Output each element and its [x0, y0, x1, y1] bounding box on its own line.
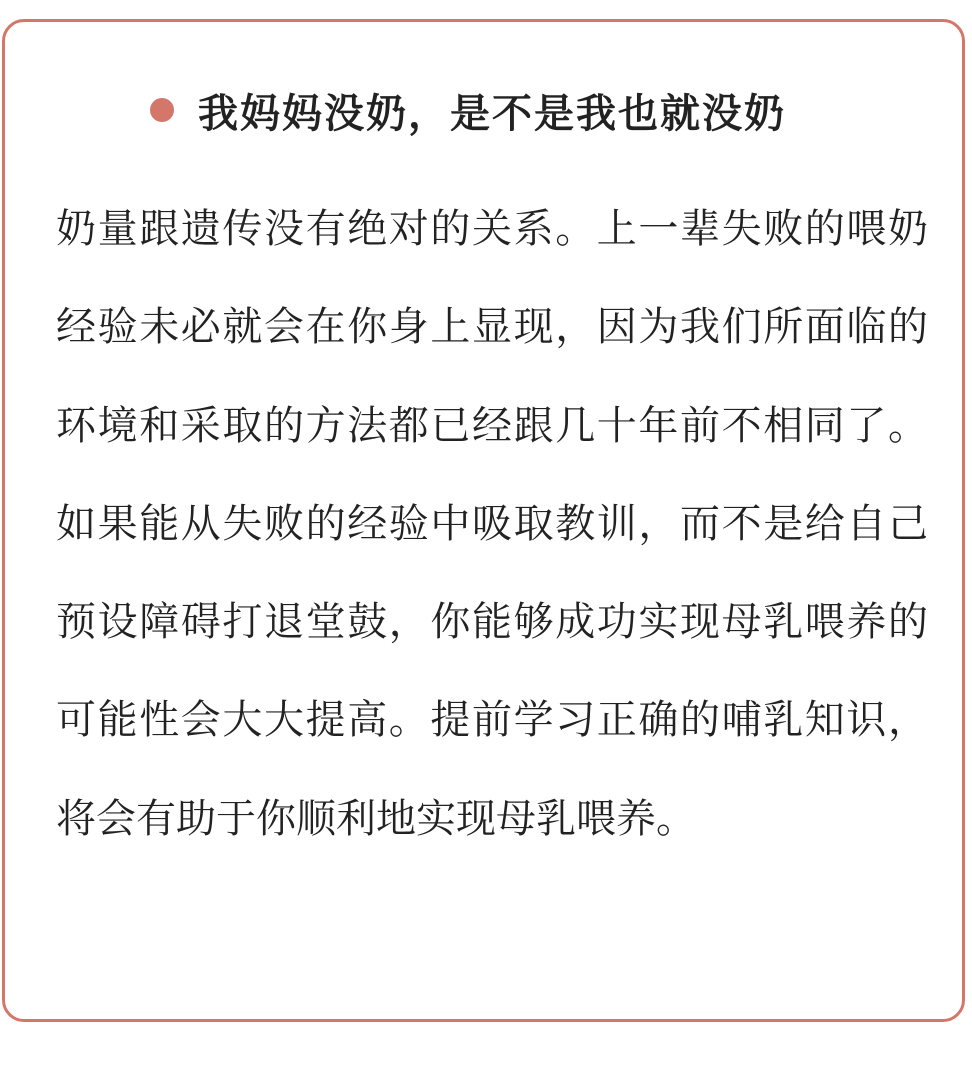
- card-title: 我妈妈没奶，是不是我也就没奶: [198, 90, 786, 137]
- card-body-paragraph: 奶量跟遗传没有绝对的关系。上一辈失败的喂奶经验未必就会在你身上显现，因为我们所面临的环境和采取的方法都已经跟几十年前不相同了。如果能从失败的经验中吸取教训，而不是给自己预设障碍打退堂鼓，你能够成功实现母乳喂养的可能性会大大提高。提前学习正确的哺乳知识，将会有助于你顺利地实现母乳喂养。: [56, 206, 928, 842]
- bullet-dot-icon: [150, 98, 174, 122]
- card-heading: [150, 82, 786, 138]
